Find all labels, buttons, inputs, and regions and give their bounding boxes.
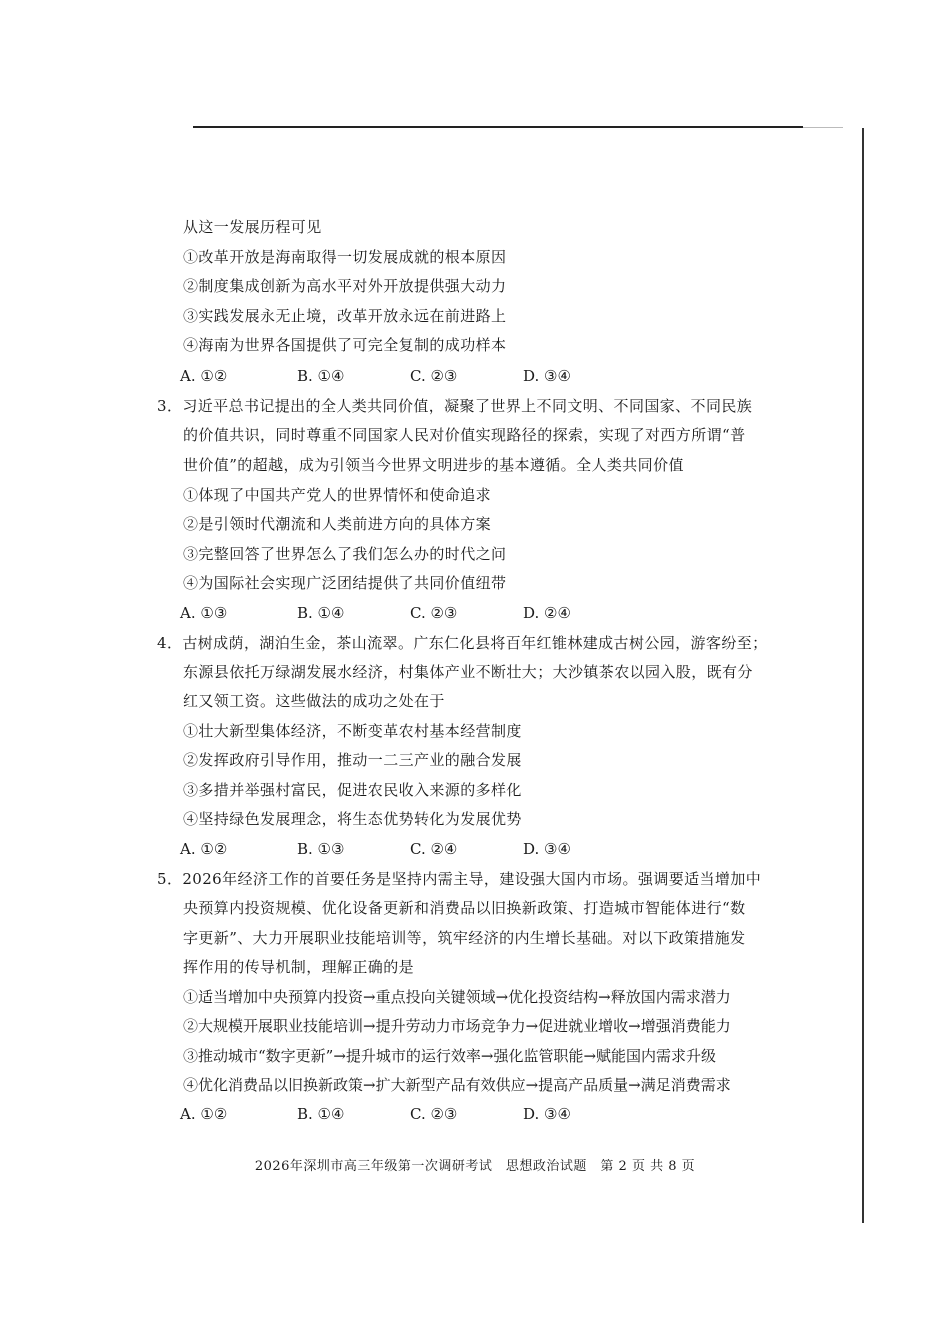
q4-item-1: ①壮大新型集体经济，不断变革农村基本经营制度	[183, 722, 522, 740]
header-rule	[193, 126, 803, 128]
q2-item-4: ④海南为世界各国提供了可完全复制的成功样本	[183, 336, 507, 354]
q2-item-2: ②制度集成创新为高水平对外开放提供强大动力	[183, 277, 507, 295]
q3-option-a: A. ①③	[180, 604, 228, 622]
q2-option-c: C. ②③	[410, 367, 458, 385]
q2-stem: 从这一发展历程可见	[183, 218, 322, 236]
q5-item-1: ①适当增加中央预算内投资→重点投向关键领域→优化投资结构→释放国内需求潜力	[183, 988, 731, 1006]
q4-option-b: B. ①③	[297, 840, 345, 858]
page-footer: 2026年深圳市高三年级第一次调研考试 思想政治试题 第 2 页 共 8 页	[254, 1159, 696, 1174]
q3-option-d: D. ②④	[523, 604, 571, 622]
q3-item-3: ③完整回答了世界怎么了我们怎么办的时代之问	[183, 545, 507, 563]
q2-option-b: B. ①④	[297, 367, 345, 385]
q3-stem-line-2: 的价值共识，同时尊重不同国家人民对价值实现路径的探索，实现了对西方所谓“普	[183, 426, 746, 444]
q3-stem-line-1: 3．习近平总书记提出的全人类共同价值，凝聚了世界上不同文明、不同国家、不同民族	[157, 397, 753, 415]
q2-option-a: A. ①②	[180, 367, 228, 385]
q5-item-3: ③推动城市“数字更新”→提升城市的运行效率→强化监管职能→赋能国内需求升级	[183, 1047, 717, 1065]
q5-option-b: B. ①④	[297, 1105, 345, 1123]
q5-stem-line-1: 5．2026年经济工作的首要任务是坚持内需主导，建设强大国内市场。强调要适当增加中	[157, 870, 762, 888]
q4-item-4: ④坚持绿色发展理念，将生态优势转化为发展优势	[183, 810, 522, 828]
q2-item-1: ①改革开放是海南取得一切发展成就的根本原因	[183, 248, 507, 266]
q5-option-c: C. ②③	[410, 1105, 458, 1123]
q3-option-c: C. ②③	[410, 604, 458, 622]
q4-option-a: A. ①②	[180, 840, 228, 858]
q5-stem-line-4: 挥作用的传导机制，理解正确的是	[183, 958, 415, 976]
page-border-right	[862, 128, 864, 1223]
q2-option-d: D. ③④	[523, 367, 571, 385]
q5-stem-line-3: 字更新”、大力开展职业技能培训等，筑牢经济的内生增长基础。对以下政策措施发	[183, 929, 746, 947]
q5-option-a: A. ①②	[180, 1105, 228, 1123]
q4-stem-line-2: 东源县依托万绿湖发展水经济，村集体产业不断壮大；大沙镇茶农以园入股，既有分	[183, 663, 753, 681]
q3-option-b: B. ①④	[297, 604, 345, 622]
header-rule-faint	[803, 127, 843, 128]
q3-item-4: ④为国际社会实现广泛团结提供了共同价值纽带	[183, 574, 507, 592]
q4-item-3: ③多措并举强村富民，促进农民收入来源的多样化	[183, 781, 522, 799]
q4-option-c: C. ②④	[410, 840, 458, 858]
q3-stem-line-3: 世价值”的超越，成为引领当今世界文明进步的基本遵循。全人类共同价值	[183, 456, 684, 474]
q3-item-2: ②是引领时代潮流和人类前进方向的具体方案	[183, 515, 492, 533]
q5-stem-line-2: 央预算内投资规模、优化设备更新和消费品以旧换新政策、打造城市智能体进行“数	[183, 899, 746, 917]
q5-item-4: ④优化消费品以旧换新政策→扩大新型产品有效供应→提高产品质量→满足消费需求	[183, 1076, 731, 1094]
q4-item-2: ②发挥政府引导作用，推动一二三产业的融合发展	[183, 751, 522, 769]
q3-item-1: ①体现了中国共产党人的世界情怀和使命追求	[183, 486, 492, 504]
q5-option-d: D. ③④	[523, 1105, 571, 1123]
q4-option-d: D. ③④	[523, 840, 571, 858]
q4-stem-line-3: 红又领工资。这些做法的成功之处在于	[183, 692, 445, 710]
q2-item-3: ③实践发展永无止境，改革开放永远在前进路上	[183, 307, 507, 325]
q4-stem-line-1: 4．古树成荫，湖泊生金，茶山流翠。广东仁化县将百年红锥林建成古树公园，游客纷至；	[157, 634, 768, 652]
q5-item-2: ②大规模开展职业技能培训→提升劳动力市场竞争力→促进就业增收→增强消费能力	[183, 1017, 731, 1035]
